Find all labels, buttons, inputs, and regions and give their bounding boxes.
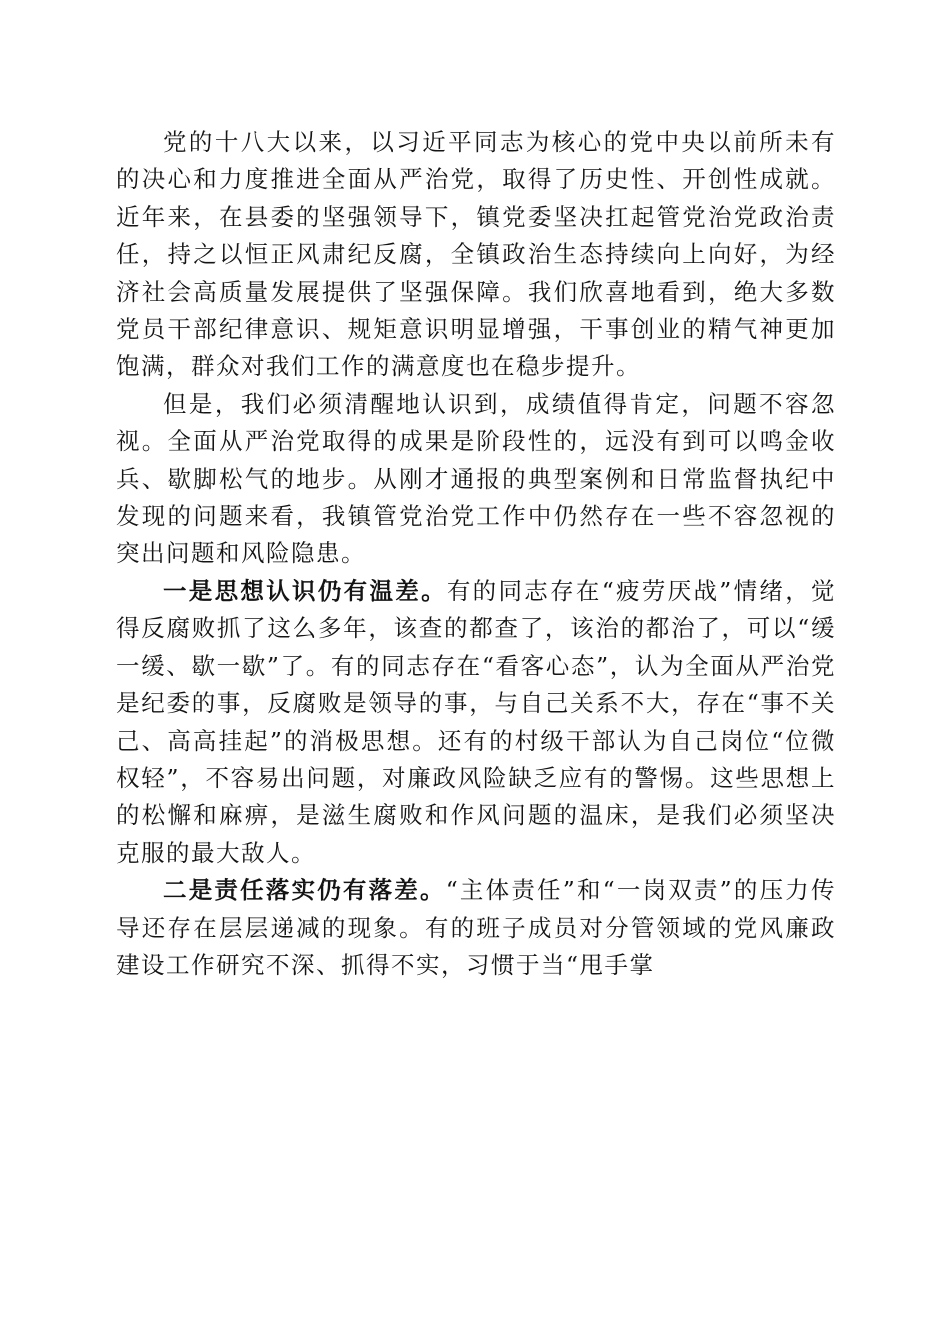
paragraph-thinking-gap-text: 有的同志存在“疲劳厌战”情绪，觉得反腐败抓了这么多年，该查的都查了，该治的都治了，可以“缓一缓、歇一歇”了。有的同志存在“看客心态”，认为全面从严治党是纪委的事，反腐败是领导的事，与自己关系不大，存在“事不关己、高高挂起”的消极思想。还有的村级干部认为自己岗位“位微权轻”，不容易出问题，对廉政风险缺乏应有的警惕。这些思想上的松懈和麻痹，是滋生腐败和作风问题的温床，是我们必须坚决克服的最大敌人。 (116, 576, 836, 867)
document-body (116, 124, 836, 984)
paragraph-responsibility-gap-heading: 二是责任落实仍有落差。 (163, 876, 446, 905)
paragraph-intro-text: 党的十八大以来，以习近平同志为核心的党中央以前所未有的决心和力度推进全面从严治党，取得了历史性、开创性成就。近年来，在县委的坚强领导下，镇党委坚决扛起管党治党政治责任，持之以恒正风肃纪反腐，全镇政治生态持续向上向好，为经济社会高质量发展提供了坚强保障。我们欣喜地看到，绝大多数党员干部纪律意识、规矩意识明显增强，干事创业的精气神更加饱满，群众对我们工作的满意度也在稳步提升。 (116, 128, 836, 381)
paragraph-thinking-gap-heading: 一是思想认识仍有温差。 (163, 576, 447, 605)
paragraph-responsibility-gap (116, 872, 836, 984)
paragraph-responsibility-gap-text: “主体责任”和“一岗双责”的压力传导还存在层层递减的现象。有的班子成员对分管领域的党风廉政建设工作研究不深、抓得不实，习惯于当“甩手掌 (116, 876, 836, 979)
paragraph-problems (116, 386, 836, 573)
paragraph-problems-text: 但是，我们必须清醒地认识到，成绩值得肯定，问题不容忽视。全面从严治党取得的成果是阶段性的，远没有到可以鸣金收兵、歇脚松气的地步。从刚才通报的典型案例和日常监督执纪中发现的问题来看，我镇管党治党工作中仍然存在一些不容忽视的突出问题和风险隐患。 (116, 389, 836, 568)
paragraph-intro (116, 124, 836, 386)
paragraph-thinking-gap (116, 573, 836, 872)
